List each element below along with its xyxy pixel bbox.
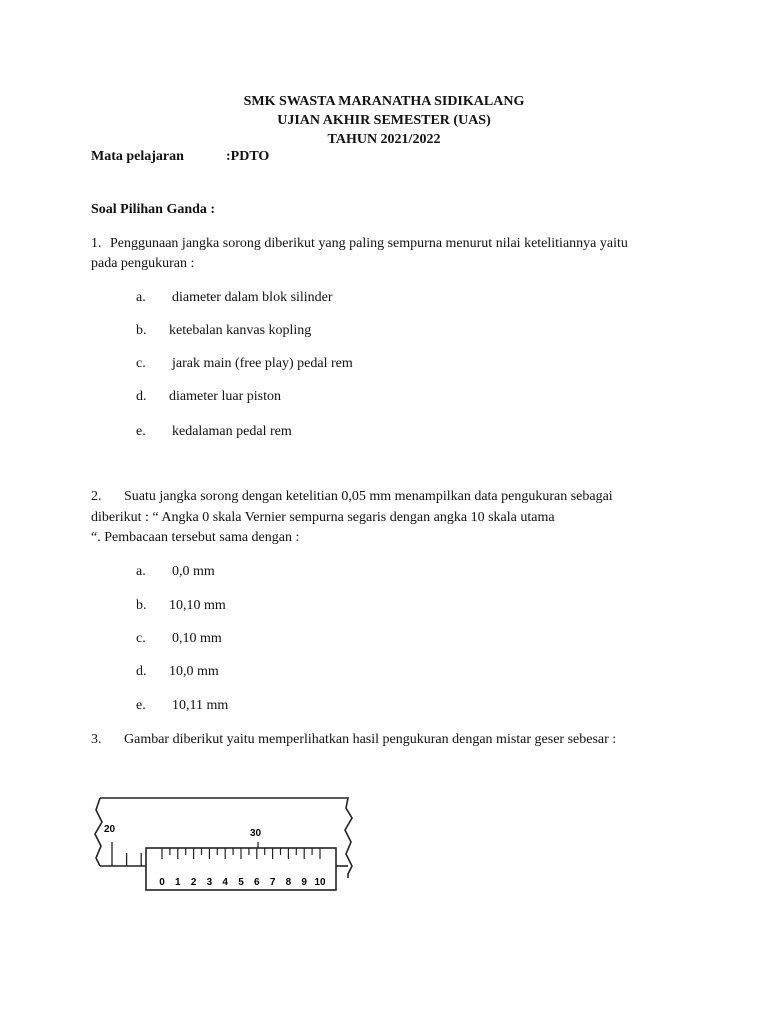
q1-number: 1. (91, 236, 102, 251)
q2-option-e-letter: e. (136, 698, 146, 713)
q2-text-line3: “. Pembacaan tersebut sama dengan : (91, 530, 300, 545)
exam-title: UJIAN AKHIR SEMESTER (UAS) (277, 113, 491, 128)
q1-text-line2: pada pengukuran : (91, 256, 195, 271)
q2-option-e-text: 10,11 mm (172, 698, 229, 713)
school-name: SMK SWASTA MARANATHA SIDIKALANG (243, 94, 525, 109)
main-scale-label-30: 30 (250, 828, 262, 839)
q1-option-a-letter: a. (136, 290, 146, 305)
q1-option-a-text: diameter dalam blok silinder (172, 290, 333, 305)
q2-option-c-letter: c. (136, 631, 146, 646)
vernier-scale-label: 10 (314, 877, 326, 888)
subject-value: :PDTO (226, 149, 270, 164)
vernier-scale-label: 7 (269, 877, 276, 888)
vernier-scale-label: 5 (238, 877, 244, 888)
q1-option-b-letter: b. (136, 323, 147, 338)
section-title: Soal Pilihan Ganda : (91, 202, 216, 217)
q2-option-b-letter: b. (136, 598, 147, 613)
q1-option-b-text: ketebalan kanvas kopling (169, 323, 312, 338)
vernier-scale-label: 8 (285, 877, 292, 888)
q2-option-a-text: 0,0 mm (172, 564, 215, 579)
q2-number: 2. (91, 489, 102, 504)
q3-text-line1: Gambar diberikut yaitu memperlihatkan hasil pengukuran dengan mistar geser sebesar : (124, 732, 617, 747)
vernier-scale-label: 1 (175, 877, 181, 888)
vernier-scale-label: 9 (301, 877, 307, 888)
q1-option-d-letter: d. (136, 389, 147, 404)
q2-option-a-letter: a. (136, 564, 146, 579)
q2-option-d-text: 10,0 mm (169, 664, 219, 679)
q2-option-c-text: 0,10 mm (172, 631, 222, 646)
q3-number: 3. (91, 732, 102, 747)
vernier-scale-label: 0 (159, 877, 165, 888)
vernier-scale-label: 2 (190, 877, 197, 888)
vernier-scale-label: 3 (206, 877, 213, 888)
main-scale-label-20: 20 (104, 824, 116, 835)
q1-option-e-letter: e. (136, 424, 146, 439)
q2-option-d-letter: d. (136, 664, 147, 679)
q2-option-b-text: 10,10 mm (169, 598, 226, 613)
q1-option-c-text: jarak main (free play) pedal rem (172, 356, 353, 371)
subject-label: Mata pelajaran (91, 149, 184, 164)
vernier-scale-label: 6 (254, 877, 260, 888)
vernier-scale-label: 4 (222, 877, 228, 888)
exam-year: TAHUN 2021/2022 (327, 132, 441, 147)
q1-option-d-text: diameter luar piston (169, 389, 281, 404)
q1-option-c-letter: c. (136, 356, 146, 371)
q1-text-line1: Penggunaan jangka sorong diberikut yang paling sempurna menurut nilai ketelitiannya yaitu (110, 236, 628, 251)
vernier-caliper-figure (90, 790, 360, 896)
q2-text-line2: diberikut : “ Angka 0 skala Vernier sempurna segaris dengan angka 10 skala utama (91, 510, 555, 525)
q2-text-line1: Suatu jangka sorong dengan ketelitian 0,05 mm menampilkan data pengukuran sebagai (124, 489, 613, 504)
q1-option-e-text: kedalaman pedal rem (172, 424, 292, 439)
